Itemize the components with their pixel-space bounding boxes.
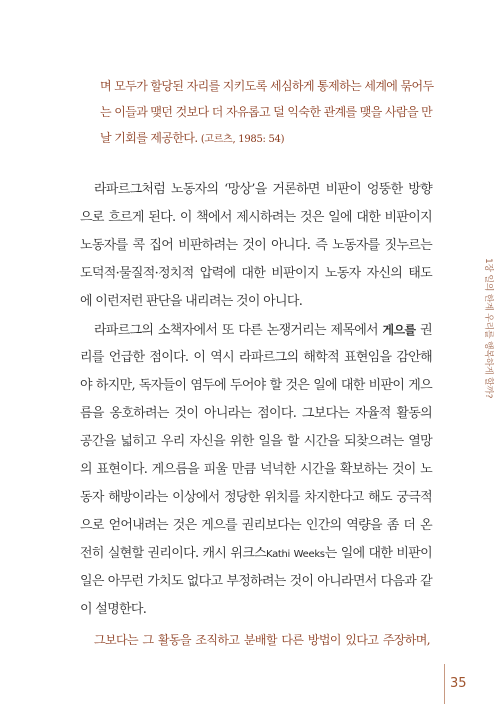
body-text-run: 라파르그의 소책자에서 또 다른 논쟁거리는 제목에서 bbox=[94, 323, 383, 338]
emphasized-term: 게으를 bbox=[382, 323, 416, 337]
author-name-latin: Kathi Weeks bbox=[265, 549, 325, 560]
body-line: 동자 해방이라는 이상에서 정당한 위치를 차지한다고 해도 궁극적 bbox=[80, 490, 432, 505]
page-number-divider bbox=[444, 664, 445, 704]
body-line: 이 설명한다. bbox=[80, 602, 147, 617]
quote-line: 는 이들과 맺던 것보다 더 자유롭고 덜 익숙한 관계를 맺을 사람을 만 bbox=[100, 105, 433, 119]
quote-line bbox=[100, 129, 430, 149]
body-line: 공간을 넓히고 우리 자신을 위한 일을 할 시간을 되찾으려는 열망 bbox=[80, 434, 432, 449]
body-text-run: 권 bbox=[415, 323, 432, 338]
body-line: 도덕적·물질적·정치적 압력에 대한 비판이지 노동자 자신의 태도 bbox=[80, 266, 432, 281]
body-line: 야 하지만, 독자들이 염두에 두어야 할 것은 일에 대한 비판이 게으 bbox=[80, 378, 432, 393]
body-line: 일은 아무런 가치도 없다고 부정하려는 것이 아니라면서 다음과 같 bbox=[80, 574, 432, 589]
quote-line: 그보다는 그 활동을 조직하고 분배할 다른 방법이 있다고 주장하며, bbox=[94, 633, 430, 647]
body-line: 라파르그처럼 노동자의 ‘망상’을 거론하면 비판이 엉뚱한 방향 bbox=[94, 182, 432, 197]
body-line: 노동자를 콕 집어 비판하려는 것이 아니다. 즉 노동자를 짓누르는 bbox=[80, 238, 432, 253]
body-text-run: 전히 실현할 권리이다. 캐시 위크스 bbox=[80, 546, 266, 561]
quote-citation: (고르츠, 1985: 54) bbox=[200, 134, 285, 145]
body-line: 리를 언급한 점이다. 이 역시 라파르그의 해학적 표현임을 감안해 bbox=[80, 350, 432, 365]
body-text-run: 는 일에 대한 비판이 bbox=[324, 546, 432, 561]
body-line bbox=[94, 321, 432, 340]
quote-text: 날 기회를 제공한다. bbox=[100, 131, 198, 145]
page-number: 35 bbox=[450, 676, 467, 691]
body-line: 름을 옹호하려는 것이 아니라는 점이다. 그보다는 자율적 활동의 bbox=[80, 406, 432, 421]
body-line bbox=[80, 545, 432, 564]
body-line: 으로 얻어내려는 것은 게으를 권리보다는 인간의 역량을 좀 더 온 bbox=[80, 518, 432, 533]
body-line: 으로 흐르게 된다. 이 책에서 제시하려는 것은 일에 대한 비판이지 bbox=[80, 210, 432, 225]
body-line: 에 이런저런 판단을 내리려는 것이 아니다. bbox=[80, 294, 303, 309]
body-line: 의 표현이다. 게으름을 피울 만큼 넉넉한 시간을 확보하는 것이 노 bbox=[80, 462, 432, 477]
chapter-side-label: 1장 일의 한계 우리를 행복하게 할까? bbox=[483, 258, 493, 399]
quote-line: 며 모두가 할당된 자리를 지키도록 세심하게 통제하는 세계에 묶어두 bbox=[100, 79, 434, 93]
